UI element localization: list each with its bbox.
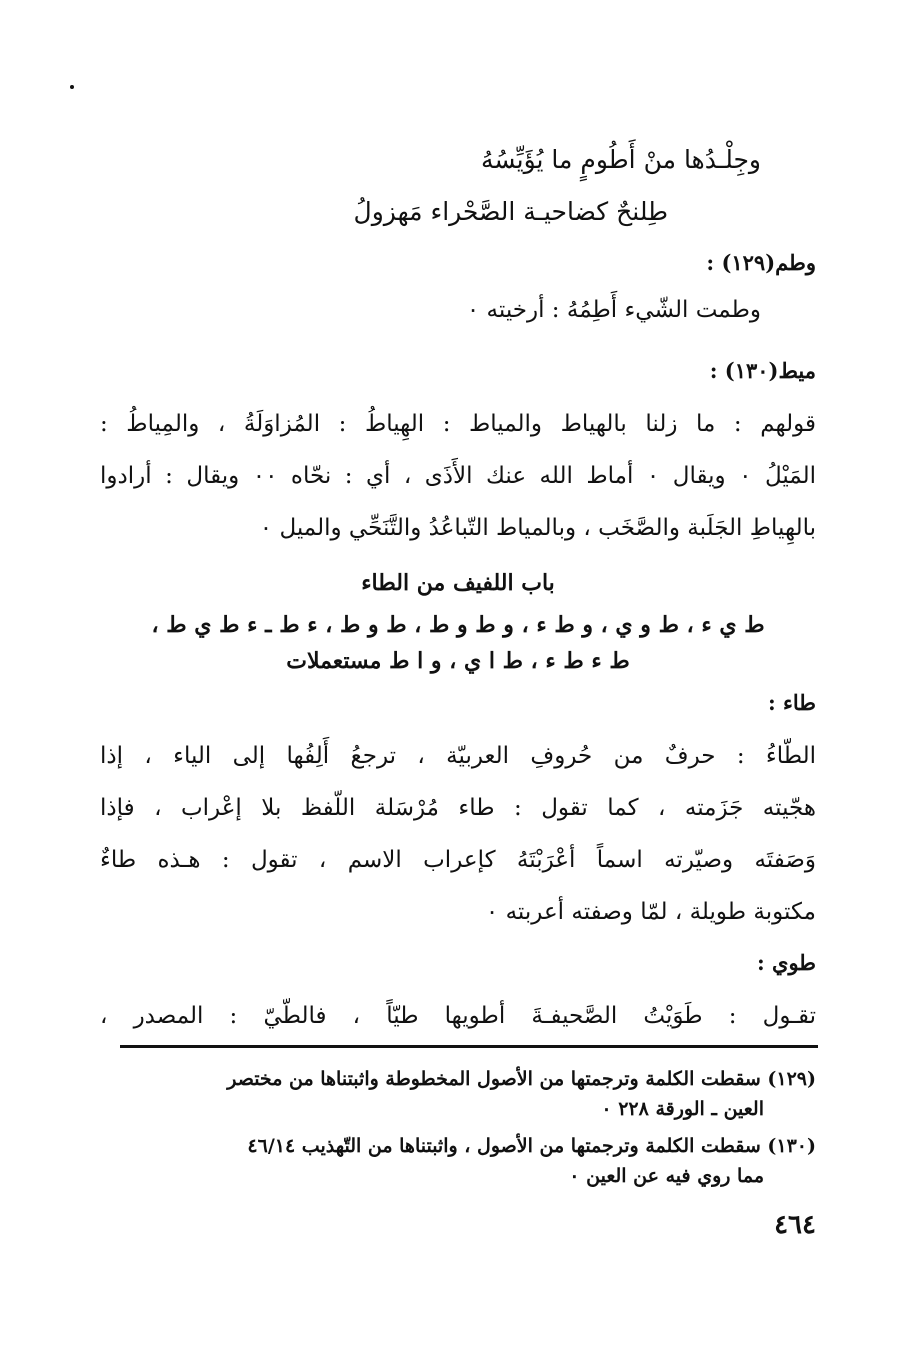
entry-heading-taa: طاء : [767,690,816,715]
paragraph-line: المَيْلُ ٠ ويقال ٠ أماط الله عنك الأَذَى ، أي : نحّاه ٠٠ ويقال : أرادوا [100,463,816,489]
paragraph-line: مكتوبة طويلة ، لمّا وصفته أعربته ٠ [485,899,816,925]
section-roots-line-1: ط ي ء ، ط و ي ، و ط ء ، و ط و ط ، ط و ط ، ء ط ـ ء ط ي ط ، [151,612,765,638]
entry-paragraph-tawy [100,990,816,1042]
section-title: باب اللفيف من الطاء [361,570,555,596]
paragraph-line: هجّيته جَزَمته ، كما تقول : طاء مُرْسَلة اللّفظ بلا إعْراب ، فإذا [100,795,816,821]
paragraph-line: تقـول : طَوَيْتُ الصَّحيفـةَ أطويها طيّاً ، فالطّيّ : المصدر ، [100,1003,816,1029]
entry-heading-tawy: طوي : [756,950,816,975]
entry-heading-watm: وطم(١٢٩) : [706,250,816,275]
footnote-line: (١٢٩) سقطت الكلمة وترجمتها من الأصول المخطوطة واثبتناها من مختصر [227,1068,816,1090]
paragraph-line: الطّاءُ : حرفٌ من حُروفِ العربيّة ، ترجعُ أَلِفُها إلى الياء ، إذا [100,743,816,769]
verse-line-1: وجِلْـدُها منْ أَطُومٍ ما يُؤَيِّسُهُ [480,145,761,174]
verse-line-2: طِلنحٌ كضاحيـة الصَّحْراء مَهزولُ [353,197,668,226]
footnote-line: العين ـ الورقة ٢٢٨ ٠ [601,1098,764,1120]
paragraph-line: قولهم : ما زلنا بالهياط والمياط : الهِياطُ : المُزاوَلَةُ ، والمِياطُ : [100,411,816,437]
ink-speck [70,85,74,89]
page-number: ٤٦٤ [774,1210,816,1240]
entry-heading-mayt: ميط(١٣٠) : [709,358,816,383]
footnote-separator [120,1045,818,1048]
footnote-line: مما روي فيه عن العين ٠ [569,1165,764,1187]
footnote-129 [100,1064,816,1124]
entry-text-watm: وطمت الشّيء أَطِمُهُ : أرخيته ٠ [466,297,761,323]
paragraph-line: وَصَفتَه وصيّرته اسماً أعْرَبْتَهُ كإعراب الاسم ، تقول : هـذه طاءٌ [100,847,816,873]
entry-paragraph-taa [100,730,816,938]
footnote-130 [100,1131,816,1191]
paragraph-line: بالهِياطِ الجَلَبة والصَّخَب ، وبالمياط التّباعُدُ والتَّنَحِّي والميل ٠ [259,515,816,541]
section-roots-line-2: ط ء ط ء ، ط ا ي ، و ا ط مستعملات [286,648,630,674]
footnote-line: (١٣٠) سقطت الكلمة وترجمتها من الأصول ، واثبتناها من التّهذيب ٤٦/١٤ [247,1135,816,1157]
entry-paragraph-mayt [100,398,816,554]
